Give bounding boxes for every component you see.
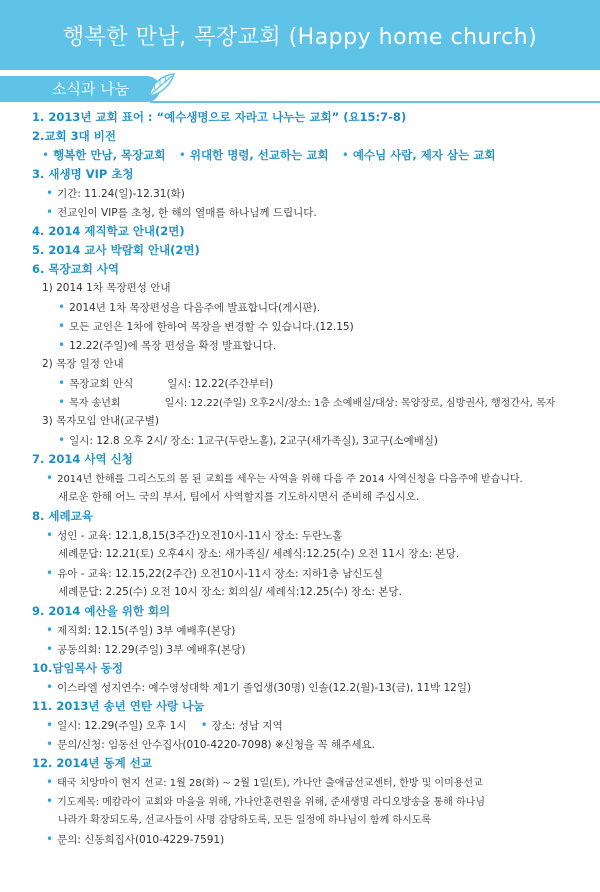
bullet-icon: • <box>58 319 66 333</box>
list-item <box>32 374 600 393</box>
bullet-icon: • <box>46 718 54 732</box>
bullet-icon: • <box>46 737 54 751</box>
item-heading: 2.교회 3대 비전 <box>32 129 116 143</box>
item-text: 모든 교인은 1차에 한하여 목장을 변경할 수 있습니다.(12.15) <box>69 321 354 333</box>
item-text: 기간: 11.24(일)-12.31(화) <box>57 188 185 200</box>
list-item <box>32 431 600 450</box>
bullet-icon: • <box>46 775 54 789</box>
vision-item: 위대한 명령, 선교하는 교회 <box>189 148 329 162</box>
bullet-icon: • <box>58 376 66 390</box>
section-tab: 소식과 나눔 <box>0 76 160 102</box>
item-text: 기도제목: 메캄라이 교회와 마을을 위해, 가나안훈련원을 위해, 준새생명 라디오방송을 통해 하나님 <box>57 797 485 808</box>
list-item <box>32 317 600 336</box>
schedule-detail: 일시: 12.22(주일) 오후2시/장소: 1층 소예배실/대상: 목양장로, 심방권사, 행정간사, 목자 <box>164 398 556 409</box>
item-text: 일시: 12.8 오후 2시/ 장소: 1교구(두란노홀), 2교구(새가족실), 3교구(소예배실) <box>69 435 438 447</box>
list-item <box>32 621 600 640</box>
bullet-icon: • <box>178 148 186 162</box>
bullet-icon: • <box>58 338 66 352</box>
item-heading: 1. 2013년 교회 표어 : “예수생명으로 자라고 나누는 교회” (요15:7-8) <box>32 110 407 124</box>
item-text: 일시: 12.29(주일) 오후 1시 <box>57 720 187 732</box>
news-list <box>0 104 600 849</box>
sub-heading: 3) 목자모임 안내(교구별) <box>42 415 159 427</box>
item-text: 전교인이 VIP를 초청, 한 해의 열매를 하나님께 드립니다. <box>57 207 317 219</box>
bullet-icon: • <box>58 433 66 447</box>
bullet-icon: • <box>200 718 208 732</box>
item-text: 이스라엘 성지연수: 예수영성대학 제1기 졸업생(30명) 인솔(12.2(월)-13(금), 11박 12일) <box>57 682 472 694</box>
bullet-icon: • <box>46 623 54 637</box>
page-title: 행복한 만남, 목장교회 (Happy home church) <box>62 24 538 50</box>
section-header <box>0 74 600 104</box>
list-item-continued: 세례문답: 12.21(토) 오후4시 장소: 새가족실/ 세례식:12.25(수) 오전 11시 장소: 본당. <box>58 548 460 560</box>
list-item <box>32 298 600 317</box>
item-text: 문의/신청: 임동선 안수집사(010-4220-7098) ※신청을 꼭 해주세요. <box>57 739 375 751</box>
item-heading: 4. 2014 제직학교 안내(2면) <box>32 224 185 238</box>
list-item-continued: 세례문답: 2.25(수) 오전 10시 장소: 회의실/ 세례식:12.25(수) 장소: 본당. <box>58 586 402 598</box>
item-text: 문의: 신동희집사(010-4229-7591) <box>57 834 225 846</box>
list-item <box>32 184 600 203</box>
item-text: 2014년 한해를 그리스도의 몸 된 교회를 세우는 사역을 위해 다음 주 2014 사역신청을 다음주에 받습니다. <box>57 474 523 485</box>
bullet-icon: • <box>46 186 54 200</box>
list-item <box>32 773 600 792</box>
item-heading: 5. 2014 교사 박람회 안내(2면) <box>32 243 200 257</box>
list-item <box>32 203 600 222</box>
vision-item: 예수님 사람, 제자 삼는 교회 <box>352 148 496 162</box>
item-text: 성인 - 교육: 12.1,8,15(3주간)오전10시-11시 장소: 두란노홀 <box>57 530 343 542</box>
bullet-icon: • <box>46 642 54 656</box>
schedule-name: 목장교회 안식 <box>69 378 134 390</box>
list-item <box>32 716 600 735</box>
bullet-icon: • <box>46 832 54 846</box>
leaf-icon <box>146 72 176 100</box>
item-text: 유아 - 교육: 12.15,22(2주간) 오전10시-11시 장소: 지하1층 남신도실 <box>57 568 383 580</box>
bullet-icon: • <box>341 148 349 162</box>
bullet-icon: • <box>46 471 54 485</box>
item-heading: 9. 2014 예산을 위한 회의 <box>32 604 171 618</box>
sub-heading: 2) 목장 일정 안내 <box>42 358 124 370</box>
item-text: 제직회: 12.15(주일) 3부 예배후(본당) <box>57 625 236 637</box>
list-item <box>32 393 600 412</box>
item-heading: 6. 목장교회 사역 <box>32 262 120 276</box>
bullet-icon: • <box>46 205 54 219</box>
list-item <box>32 469 600 488</box>
section-divider <box>150 101 600 103</box>
bullet-icon: • <box>46 566 54 580</box>
item-text: 장소: 성남 지역 <box>211 720 283 732</box>
item-heading: 11. 2013년 송년 연탄 사랑 나눔 <box>32 699 205 713</box>
item-heading: 10.담임목사 동정 <box>32 661 124 675</box>
bullet-icon: • <box>58 395 66 409</box>
bullet-icon: • <box>46 680 54 694</box>
item-heading: 12. 2014년 동계 선교 <box>32 756 152 770</box>
list-item <box>32 678 600 697</box>
list-item <box>32 564 600 583</box>
vision-item: 행복한 만남, 목장교회 <box>53 148 166 162</box>
list-item <box>32 830 600 849</box>
item-text: 공동의회: 12.29(주일) 3부 예배후(본당) <box>57 644 246 656</box>
item-heading: 7. 2014 사역 신청 <box>32 452 133 466</box>
bullet-icon: • <box>46 794 54 808</box>
item-text: 2014년 1차 목장편성을 다음주에 발표합니다(게시판). <box>69 302 321 314</box>
list-item <box>32 526 600 545</box>
list-item-continued: 나라가 확장되도록, 선교사들이 사명 감당하도록, 모든 일정에 하나님이 함께 하시도록 <box>58 815 432 826</box>
list-item-continued: 새로운 한해 어느 국의 부서, 팀에서 사역할지를 기도하시면서 준비해 주십시오. <box>58 491 420 503</box>
header-banner <box>0 0 600 70</box>
item-heading: 3. 새생명 VIP 초청 <box>32 167 134 181</box>
item-text: 12.22(주일)에 목장 편성을 확정 발표합니다. <box>69 340 277 352</box>
list-item <box>32 336 600 355</box>
sub-heading: 1) 2014 1차 목장편성 안내 <box>42 282 171 294</box>
item-heading: 8. 세례교육 <box>32 509 93 523</box>
schedule-detail: 일시: 12.22(주간부터) <box>167 378 274 390</box>
list-item <box>32 640 600 659</box>
bullet-icon: • <box>42 148 50 162</box>
bullet-icon: • <box>46 528 54 542</box>
item-text: 태국 치앙마이 현지 선교: 1월 28(화) ~ 2월 1일(토), 가나안 출애굽선교센터, 한방 및 이미용선교 <box>57 778 483 789</box>
schedule-name: 목자 송년회 <box>69 398 121 409</box>
list-item <box>32 792 600 811</box>
list-item <box>32 735 600 754</box>
bullet-icon: • <box>58 300 66 314</box>
vision-list <box>32 146 600 165</box>
